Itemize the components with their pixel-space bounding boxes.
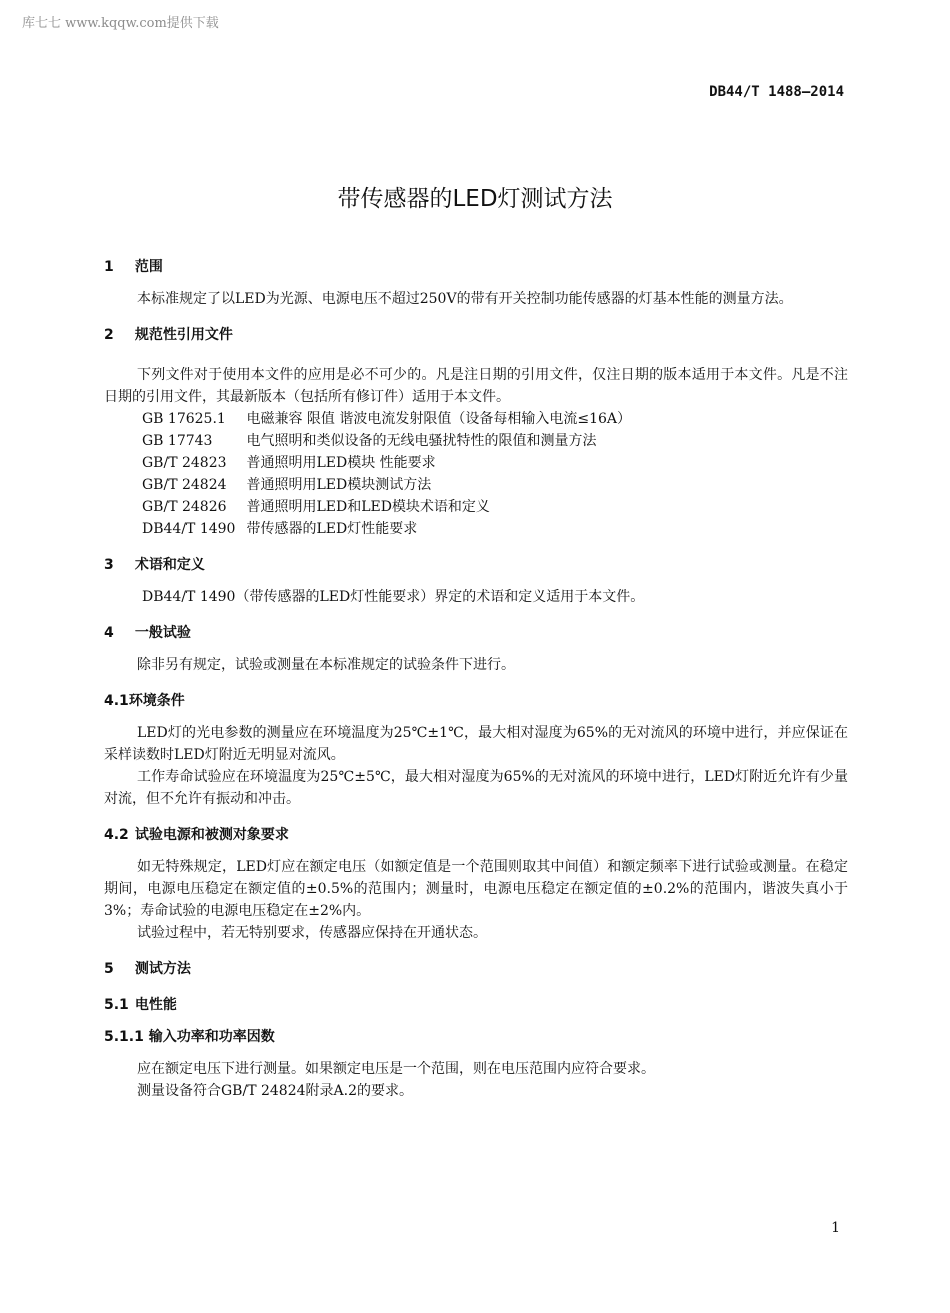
section-4-2-paragraph-2: 试验过程中，若无特别要求，传感器应保持在开通状态。: [137, 925, 487, 941]
section-3-paragraph: DB44/T 1490（带传感器的LED灯性能要求）界定的术语和定义适用于本文件。: [142, 589, 645, 605]
page-number: 1: [831, 1220, 840, 1236]
reference-item: GB/T 24823 普通照明用LED模块 性能要求: [142, 455, 436, 471]
section-5-1-heading: 5.1 电性能: [104, 997, 177, 1013]
section-5-1-1-paragraph-1: 应在额定电压下进行测量。如果额定电压是一个范围，则在电压范围内应符合要求。: [137, 1061, 655, 1077]
section-4-1-paragraph-1: LED灯的光电参数的测量应在环境温度为25℃±1℃，最大相对湿度为65%的无对流风的环境中进行，并应保证在采样读数时LED灯附近无明显对流风。: [104, 725, 848, 763]
section-5-heading: 5 测试方法: [104, 961, 191, 977]
section-1-heading: 1 范围: [104, 259, 163, 275]
section-4-1-heading: 4.1环境条件: [104, 693, 185, 709]
section-4-paragraph: 除非另有规定，试验或测量在本标准规定的试验条件下进行。: [137, 657, 515, 673]
reference-item: GB 17625.1 电磁兼容 限值 谐波电流发射限值（设备每相输入电流≤16A）: [142, 411, 632, 427]
section-2-heading: 2 规范性引用文件: [104, 327, 233, 343]
watermark-text: 库七七 www.kqqw.com提供下载: [22, 16, 219, 31]
reference-list: [104, 408, 848, 540]
section-5-1-1-paragraph-2: 测量设备符合GB/T 24824附录A.2的要求。: [137, 1083, 413, 1099]
section-3-heading: 3 术语和定义: [104, 557, 205, 573]
reference-item: GB 17743 电气照明和类似设备的无线电骚扰特性的限值和测量方法: [142, 433, 597, 449]
section-1-paragraph: 本标准规定了以LED为光源、电源电压不超过250V的带有开关控制功能传感器的灯基本性能的测量方法。: [137, 291, 793, 307]
section-4-heading: 4 一般试验: [104, 625, 191, 641]
section-4-1-paragraph-2: 工作寿命试验应在环境温度为25℃±5℃，最大相对湿度为65%的无对流风的环境中进行，LED灯附近允许有少量对流，但不允许有振动和冲击。: [104, 769, 848, 807]
document-body: [104, 256, 848, 1102]
section-2-paragraph: 下列文件对于使用本文件的应用是必不可少的。凡是注日期的引用文件，仅注日期的版本适用于本文件。凡是不注日期的引用文件，其最新版本（包括所有修订件）适用于本文件。: [104, 367, 848, 405]
section-5-1-1-heading: 5.1.1 输入功率和功率因数: [104, 1029, 275, 1045]
page-title: 带传感器的LED灯测试方法: [337, 186, 613, 212]
document-number: DB44/T 1488—2014: [709, 84, 844, 100]
reference-item: DB44/T 1490 带传感器的LED灯性能要求: [142, 521, 418, 537]
section-4-2-paragraph-1: 如无特殊规定，LED灯应在额定电压（如额定值是一个范围则取其中间值）和额定频率下进行试验或测量。在稳定期间，电源电压稳定在额定值的±0.5%的范围内；测量时，电源电压稳定在额定值的±0.2%的范围内，谐波失真小于3%；寿命试验的电源电压稳定在±2%内。: [104, 859, 848, 919]
section-4-2-heading: 4.2 试验电源和被测对象要求: [104, 827, 289, 843]
reference-item: GB/T 24824 普通照明用LED模块测试方法: [142, 477, 432, 493]
reference-item: GB/T 24826 普通照明用LED和LED模块术语和定义: [142, 499, 490, 515]
